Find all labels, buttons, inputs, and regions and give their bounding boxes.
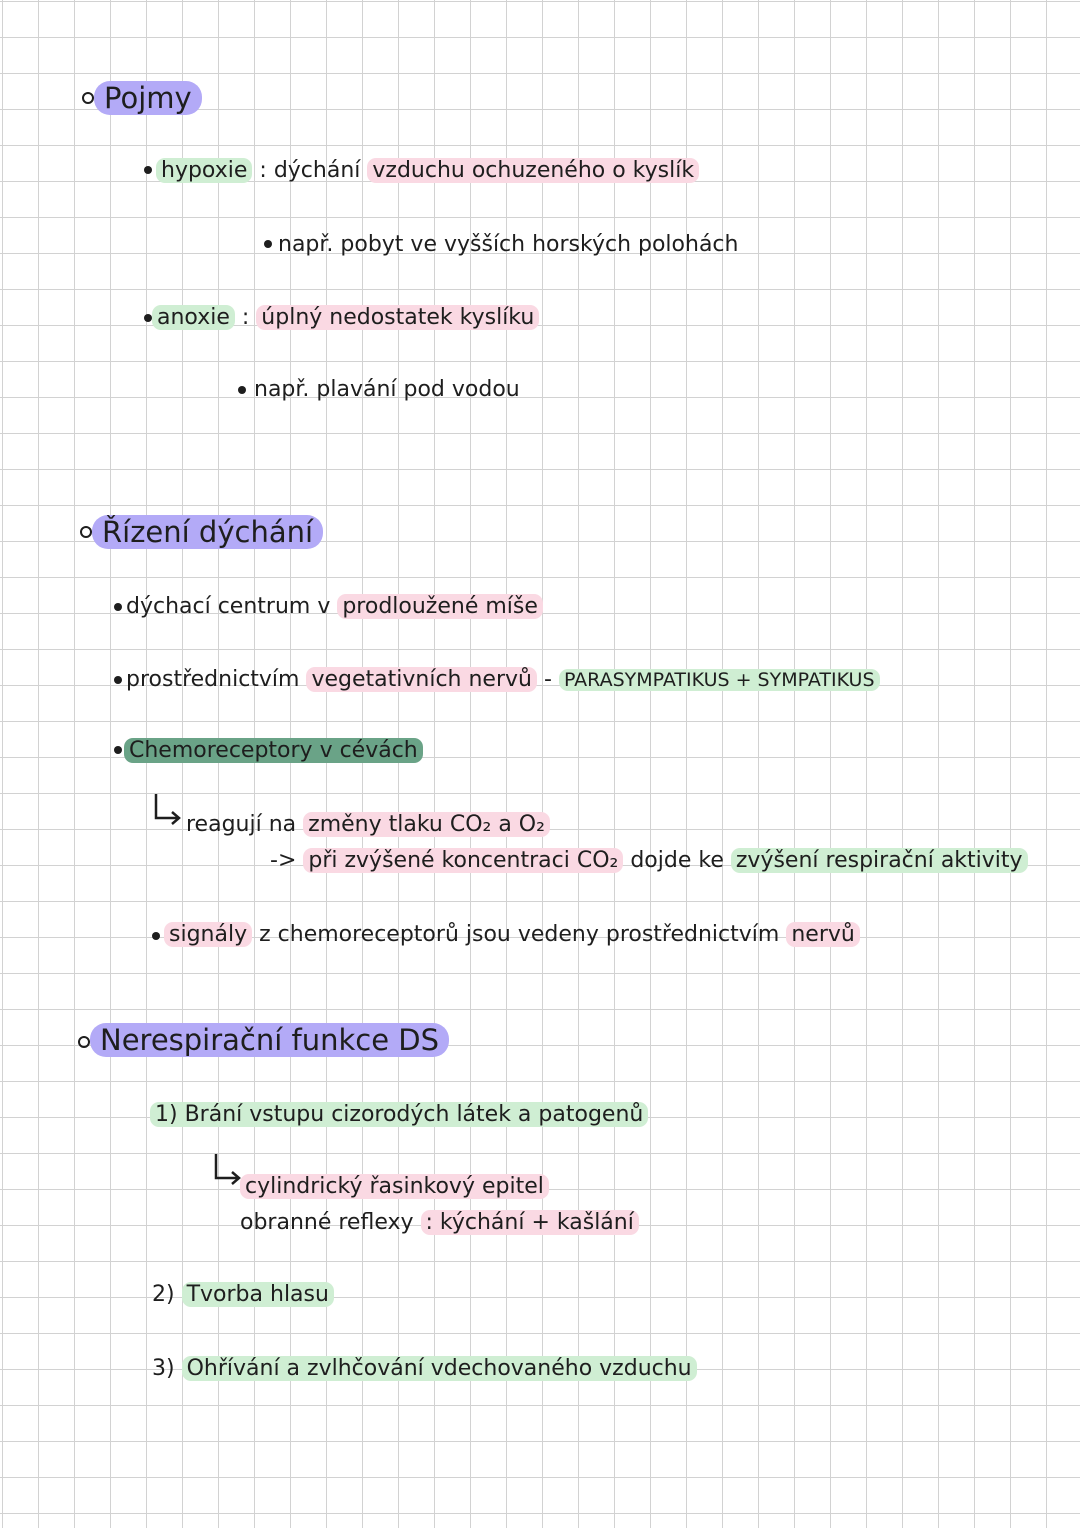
rizeni-item-signaly: signály z chemoreceptorů jsou vedeny prostřednictvím nervů — [164, 920, 860, 950]
rizeni-item-nervy: prostřednictvím vegetativních nervů - PARASYMPATIKUS + SYMPATIKUS — [126, 665, 880, 695]
bullet-icon — [238, 386, 246, 394]
section-heading-rizeni: Řízení dýchání — [92, 514, 323, 550]
nerespiracni-item-1: 1) Brání vstupu cizorodých látek a patogenů — [150, 1100, 648, 1130]
example-hypoxie: např. pobyt ve vyšších horských polohách — [278, 232, 739, 257]
section-heading-pojmy: Pojmy — [94, 80, 202, 116]
nerespiracni-item-1-epitel: cylindrický řasinkový epitel — [240, 1172, 549, 1202]
bullet-icon — [114, 603, 122, 611]
nerespiracni-item-3: 3) Ohřívání a zvlhčování vdechovaného vzduchu — [152, 1354, 697, 1384]
term-hypoxie: hypoxie : dýchání vzduchu ochuzeného o kyslík — [156, 156, 699, 186]
heading-marker-icon — [82, 92, 94, 104]
bullet-icon — [114, 676, 122, 684]
bullet-icon — [114, 746, 122, 754]
bullet-icon — [264, 240, 272, 248]
turn-arrow-icon — [152, 792, 184, 828]
nerespiracni-item-2: 2) Tvorba hlasu — [152, 1280, 334, 1310]
chemoreceptory-consequence: -> při zvýšené koncentraci CO₂ dojde ke zvýšení respirační aktivity — [270, 846, 1028, 876]
example-anoxie: např. plavání pod vodou — [254, 377, 520, 402]
chemoreceptory-reaction: reagují na změny tlaku CO₂ a O₂ — [186, 810, 550, 840]
bullet-icon — [144, 314, 152, 322]
nerespiracni-item-1-reflexy: obranné reflexy : kýchání + kašlání — [240, 1208, 639, 1238]
heading-marker-icon — [78, 1036, 90, 1048]
bullet-icon — [152, 932, 160, 940]
heading-marker-icon — [80, 526, 92, 538]
bullet-icon — [144, 166, 152, 174]
rizeni-item-centrum: dýchací centrum v prodloužené míše — [126, 592, 543, 622]
rizeni-item-chemoreceptory: Chemoreceptory v cévách — [124, 736, 423, 766]
term-anoxie: anoxie : úplný nedostatek kyslíku — [152, 303, 539, 333]
section-heading-nerespiracni: Nerespirační funkce DS — [90, 1022, 449, 1058]
